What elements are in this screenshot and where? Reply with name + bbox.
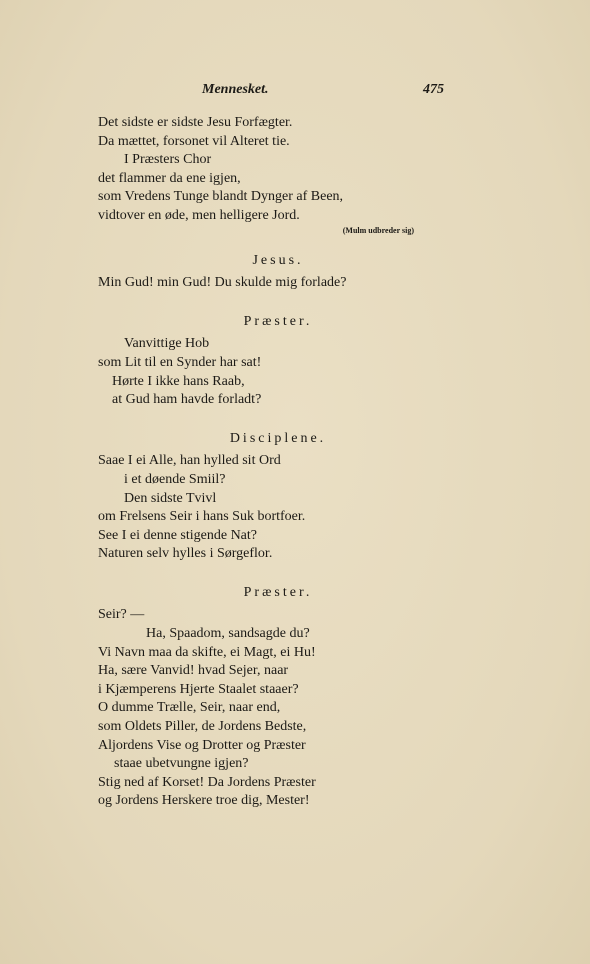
- verse-line: Det sidste er sidste Jesu Forfægter.: [98, 115, 293, 130]
- verse-line: See I ei denne stigende Nat?: [98, 527, 257, 543]
- verse-line: i Kjæmperens Hjerte Staalet staaer?: [98, 681, 299, 697]
- verse-line: Stig ned af Korset! Da Jordens Præster: [98, 774, 316, 790]
- verse-line: at Gud ham havde forladt?: [112, 392, 262, 408]
- verse-line: Min Gud! min Gud! Du skulde mig forlade?: [98, 275, 347, 291]
- verse-line: Vi Navn maa da skifte, ei Magt, ei Hu!: [98, 644, 316, 660]
- speaker-name: Disciplene.: [229, 430, 327, 446]
- verse-line: Seir? —: [98, 607, 145, 623]
- verse-line: som Lit til en Synder har sat!: [98, 354, 262, 370]
- verse-line: Ha, Spaadom, sandsagde du?: [146, 626, 310, 642]
- verse-line: Saae I ei Alle, han hylled sit Ord: [98, 453, 281, 469]
- verse-line: Den sidste Tvivl: [124, 490, 217, 506]
- verse-line: om Frelsens Seir i hans Suk bortfoer.: [98, 509, 306, 525]
- stage-direction: (Mulm udbreder sig): [342, 225, 414, 235]
- verse-line: Aljordens Vise og Drotter og Præster: [98, 737, 306, 753]
- verse-line: som Oldets Piller, de Jordens Bedste,: [98, 719, 307, 735]
- speaker-name: Præster.: [243, 313, 313, 329]
- verse-line: vidtover en øde, men helligere Jord.: [98, 207, 300, 223]
- speaker-name: Præster.: [243, 584, 313, 600]
- page-number: 475: [423, 82, 444, 97]
- verse-line: og Jordens Herskere troe dig, Mester!: [98, 793, 310, 809]
- verse-line: som Vredens Tunge blandt Dynger af Been,: [98, 189, 344, 205]
- verse-line: O dumme Trælle, Seir, naar end,: [98, 700, 281, 716]
- running-title: Mennesket.: [202, 82, 269, 97]
- verse-line: staae ubetvungne igjen?: [114, 756, 249, 772]
- verse-line: Hørte I ikke hans Raab,: [112, 373, 245, 389]
- verse-line: Ha, sære Vanvid! hvad Sejer, naar: [98, 663, 289, 679]
- verse-line: Da mættet, forsonet vil Alteret tie.: [98, 133, 290, 149]
- verse-line: Vanvittige Hob: [124, 336, 210, 352]
- verse-line: I Præsters Chor: [124, 152, 212, 168]
- verse-line: i et døende Smiil?: [124, 471, 226, 487]
- page-header: [0, 82, 590, 106]
- speaker-name: Jesus.: [252, 252, 304, 268]
- verse-line: Naturen selv hylles i Sørgeflor.: [98, 546, 273, 562]
- verse-line: det flammer da ene igjen,: [98, 170, 241, 186]
- poem-text: [98, 114, 458, 811]
